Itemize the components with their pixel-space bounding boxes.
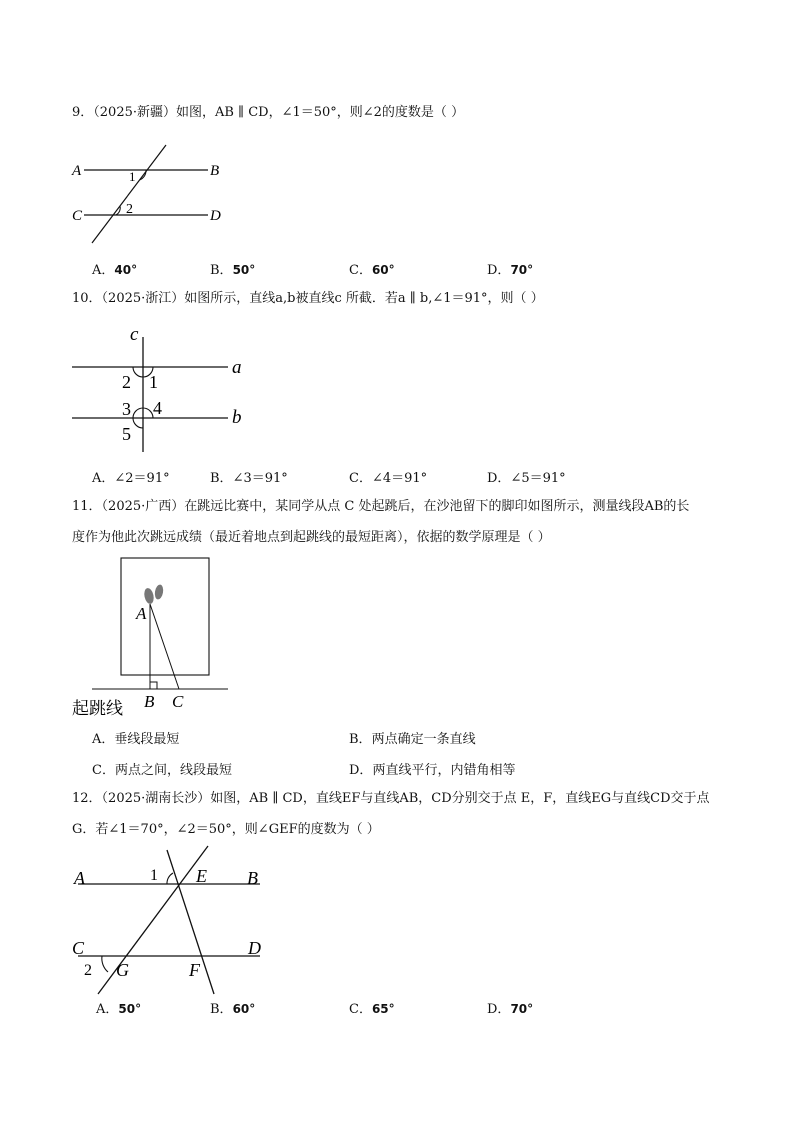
q9-option-a[interactable]: A．40° [92,263,138,278]
question-12-stem-line1: 12．（2025·湖南长沙）如图，AB ∥ CD，直线EF与直线AB，CD分别交于点 E，F，直线EG与直线CD交于点 [72,791,710,806]
q11-option-a[interactable]: A．垂线段最短 [92,732,180,747]
q12-option-c[interactable]: C．65° [349,1002,395,1017]
q10-angle-5-label: 5 [122,424,131,444]
q12-label-E: E [196,866,207,886]
q12-option-b[interactable]: B．60° [210,1002,256,1017]
q12-label-A: A [74,868,85,888]
q11-label-C: C [172,692,184,711]
q10-label-a: a [232,357,242,378]
q12-angle-2-label: 2 [84,962,92,979]
q10-label-c: c [130,324,139,345]
q10-option-c[interactable]: C．∠4＝91° [349,471,428,486]
q10-angle-3-label: 3 [122,399,131,419]
q11-label-A: A [136,604,147,623]
q9-angle-1-label: 1 [129,169,136,184]
q10-option-b[interactable]: B．∠3＝91° [210,471,288,486]
q12-label-G: G [116,960,129,980]
q11-option-b[interactable]: B．两点确定一条直线 [349,732,476,747]
q12-label-F: F [189,960,200,980]
question-12-stem-line2: G．若∠1＝70°，∠2＝50°，则∠GEF的度数为（ ） [72,822,380,837]
q12-option-a[interactable]: A．50° [96,1002,142,1017]
q9-label-D: D [210,208,221,224]
q9-label-C: C [72,208,83,224]
question-11-stem-line2: 度作为他此次跳远成绩（最近着地点到起跳线的最短距离），依据的数学原理是（ ） [72,530,551,545]
q9-label-B: B [210,163,220,179]
q11-label-B: B [144,692,155,711]
q11-option-c[interactable]: C．两点之间，线段最短 [92,763,232,778]
q12-label-D: D [248,938,261,958]
q10-angle-2-label: 2 [122,372,131,392]
q11-option-d[interactable]: D．两直线平行，内错角相等 [349,763,516,778]
q10-angle-1-label: 1 [149,372,158,392]
q10-label-b: b [232,407,242,428]
q9-option-b[interactable]: B．50° [210,263,256,278]
q10-option-d[interactable]: D．∠5＝91° [487,471,566,486]
question-9-figure [68,145,238,250]
question-10-stem: 10．（2025·浙江）如图所示，直线a,b被直线c 所截．若a ∥ b,∠1＝91°，则（ ） [72,291,544,306]
q12-label-C: C [72,938,85,958]
question-10-figure [70,322,260,457]
question-11-stem-line1: 11．（2025·广西）在跳远比赛中，某同学从点 C 处起跳后，在沙池留下的脚印如图所示，测量线段AB的长 [72,499,690,514]
question-9-stem: 9．（2025·新疆）如图，AB ∥ CD，∠1＝50°，则∠2的度数是（ ） [72,105,465,120]
q12-angle-1-label: 1 [150,867,158,884]
q12-label-B: B [247,868,258,888]
q9-label-A: A [72,163,82,179]
q9-angle-2-label: 2 [126,202,133,217]
question-12-figure [70,846,270,996]
q10-angle-4-label: 4 [153,398,162,418]
q9-option-d[interactable]: D．70° [487,263,534,278]
q12-option-d[interactable]: D．70° [487,1002,534,1017]
q9-option-c[interactable]: C．60° [349,263,395,278]
q11-takeoff-line-label: 起跳线 [72,699,123,719]
question-11-figure [70,556,240,721]
q10-option-a[interactable]: A．∠2＝91° [92,471,170,486]
